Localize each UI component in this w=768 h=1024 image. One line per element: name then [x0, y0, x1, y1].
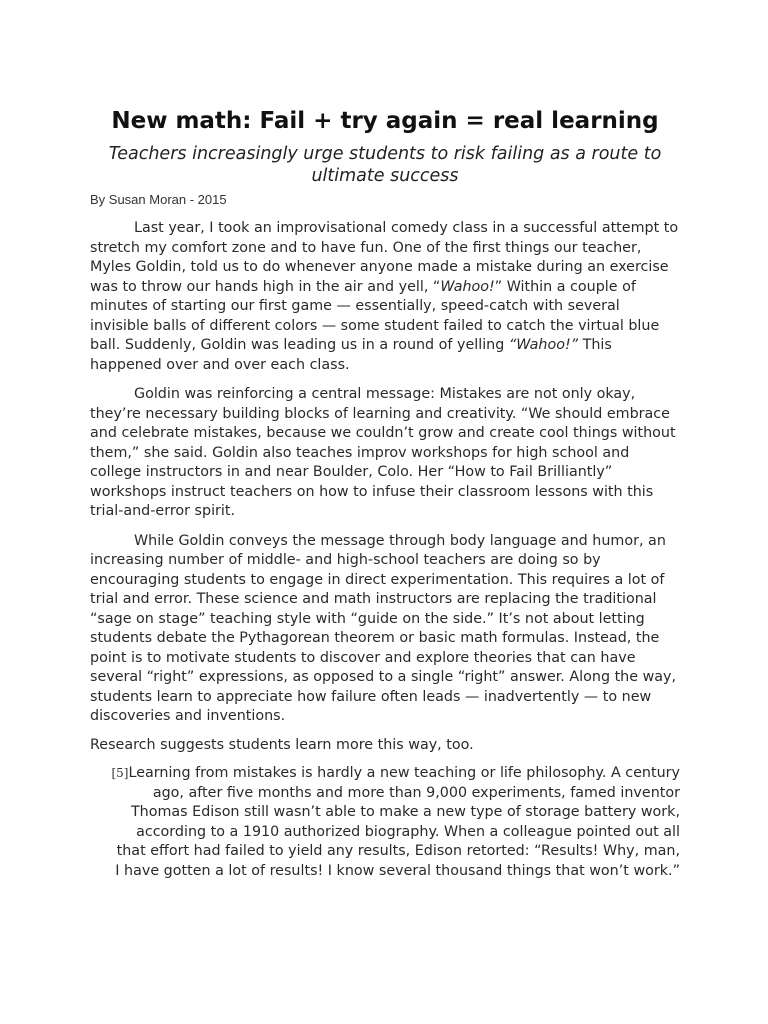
paragraph-1-wahoo-2: “Wahoo!” — [508, 337, 579, 353]
paragraph-1-text-e: This happened over and over each class. — [90, 337, 612, 373]
article-byline: By Susan Moran - 2015 — [90, 192, 227, 207]
paragraph-2-text: Goldin was reinforcing a central message: Mistakes are not only okay, they’re necessary building blocks of learning and creativity. “We should embrace and celebrate mistakes, because we couldn’t grow and create cool things without them,” she said. Goldin also teaches improv workshops for high school and college instructors in and near Boulder, Colo. Her “How to Fail Brilliantly” workshops instruct teachers on how to infuse their classroom lessons with this trial-and-error spirit. — [90, 386, 676, 519]
paragraph-5-text: Learning from mistakes is hardly a new teaching or life philosophy. A century ago, after five months and more than 9,000 experiments, famed inventor Thomas Edison still wasn’t able to make a new type of storage battery work, according to a 1910 authorized biography. When a colleague pointed out all that effort had failed to yield any results, Edison retorted: “Results! Why, man, I have gotten a lot of results! I know several thousand things that won’t work.” — [115, 765, 680, 879]
reference-marker: [5] — [111, 766, 129, 780]
paragraph-1-text-a: Last year, I took an improvisational comedy class in a successful attempt to stretch my comfort zone and to have fun. One of the first things our teacher, Myles Goldin, told us to do whenever anyone made a mistake during an exercise was to throw our hands high in the air and yell, “ — [90, 220, 679, 295]
article — [90, 100, 680, 881]
paragraph-4: Research suggests students learn more this way, too. — [90, 736, 474, 753]
paragraph-2 — [90, 385, 680, 522]
paragraph-1-wahoo-1: Wahoo! — [440, 278, 495, 295]
article-title: New math: Fail + try again = real learning — [111, 108, 659, 134]
paragraph-5-quote — [90, 764, 680, 881]
paragraph-3 — [90, 532, 680, 727]
paragraph-3-text: While Goldin conveys the message through body language and humor, an increasing number of middle- and high-school teachers are doing so by encouraging students to engage in direct experimentation. This requires a lot of trial and error. These science and math instructors are replacing the traditional “sage on stage” teaching style with “guide on the side.” It’s not about letting students debate the Pythagorean theorem or basic math formulas. Instead, the point is to motivate students to discover and explore theories that can have several “right” expressions, as opposed to a single “right” answer. Along the way, students learn to appreciate how failure often leads — inadvertently — to new discoveries and inventions. — [90, 532, 677, 724]
paragraph-1 — [90, 219, 680, 375]
article-subtitle: Teachers increasingly urge students to risk failing as a route to ultimate success — [108, 144, 662, 186]
paragraph-1-text-c: ” Within a couple of minutes of starting our first game — essentially, speed-catch with several invisible balls of different colors — some student failed to catch the virtual blue ball. Suddenly, Goldin was leading us in a round of yelling — [90, 278, 660, 353]
